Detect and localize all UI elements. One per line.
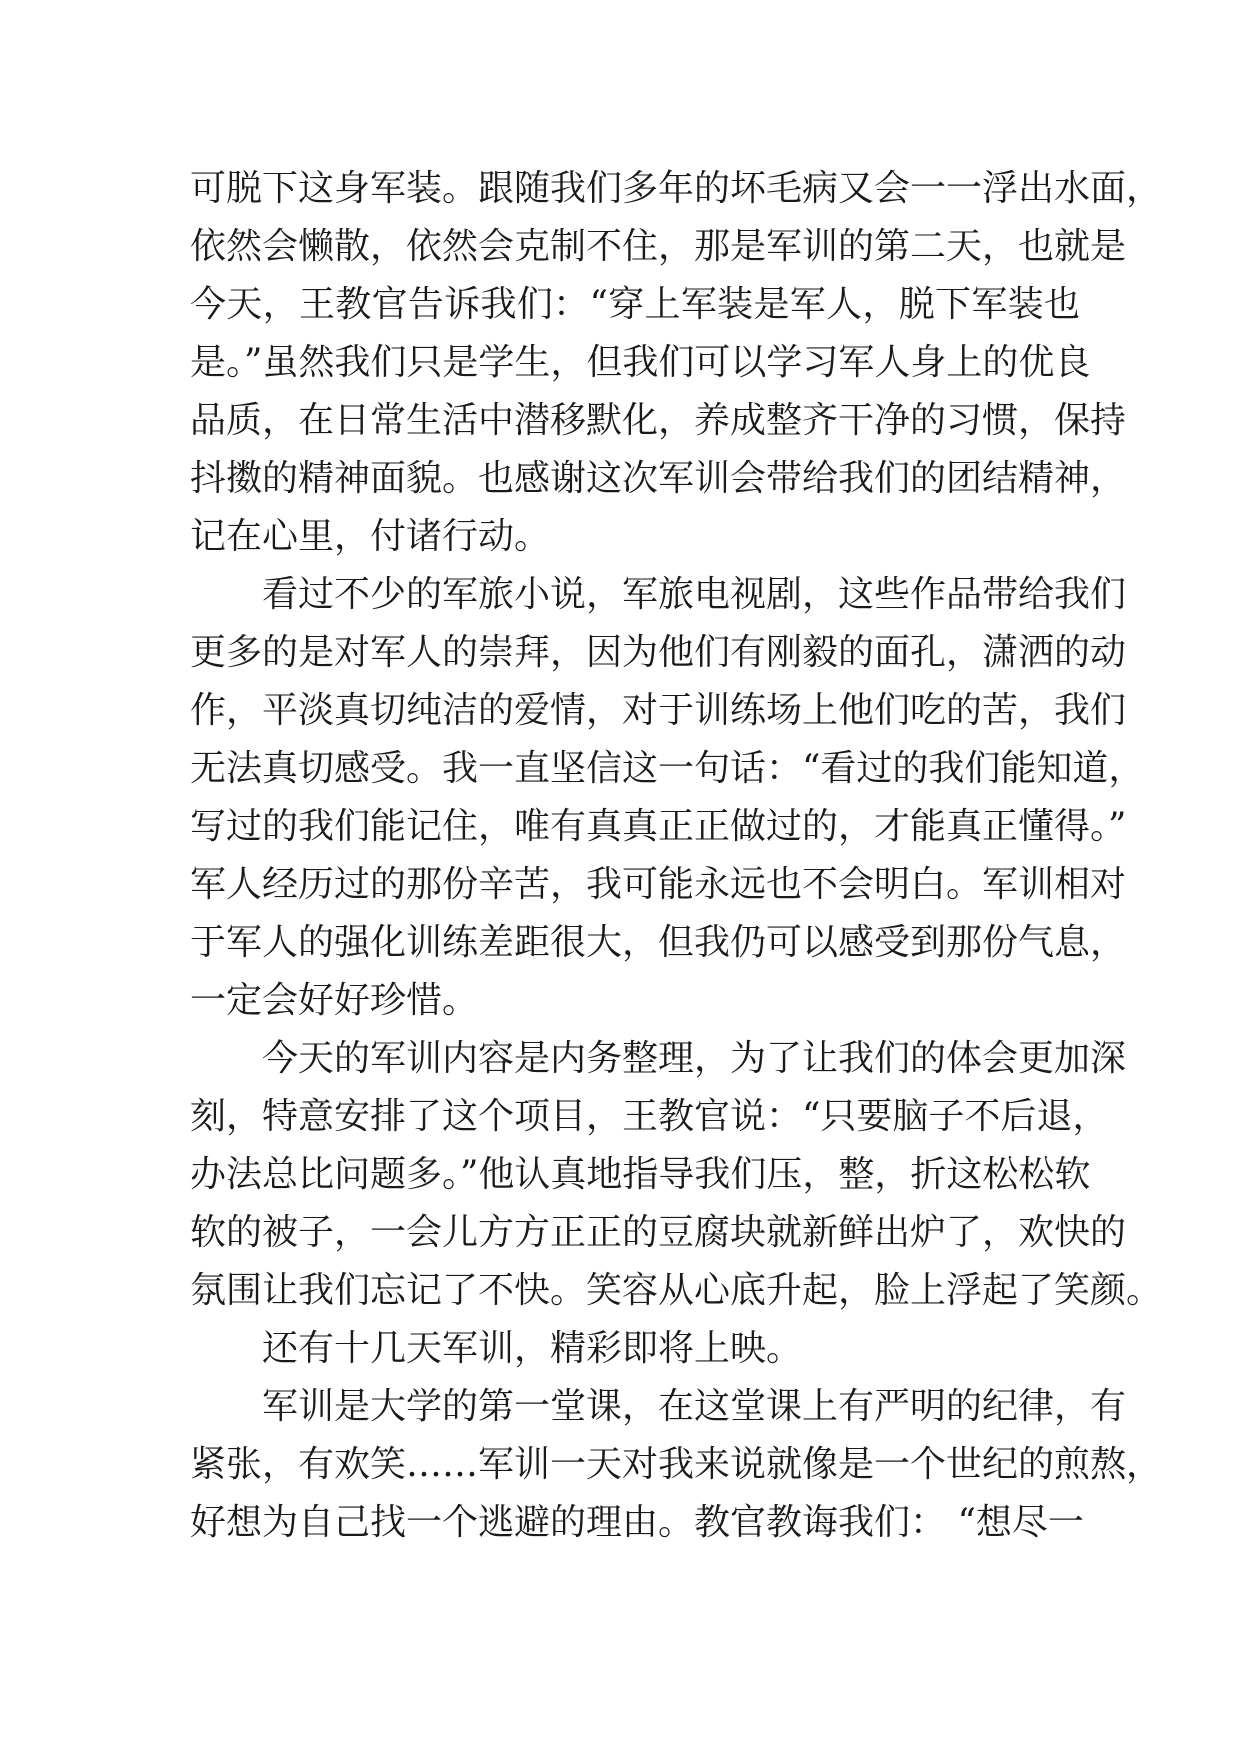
text-line: 是。”虽然我们只是学生，但我们可以学习军人身上的优良 xyxy=(190,342,1091,383)
text-line: 好想为自己找一个逃避的理由。教官教诲我们： “想尽一 xyxy=(190,1502,1084,1543)
text-line: 一定会好好珍惜。 xyxy=(190,980,479,1021)
text-line: 记在心里，付诸行动。 xyxy=(190,516,551,557)
text-line: 更多的是对军人的崇拜，因为他们有刚毅的面孔，潇洒的动 xyxy=(190,632,1127,673)
text-line: 刻，特意安排了这个项目，王教官说：“只要脑子不后退， xyxy=(190,1096,1109,1137)
body-text xyxy=(190,160,1163,1552)
text-line: 办法总比问题多。”他认真地指导我们压，整，折这松松软 xyxy=(190,1154,1091,1195)
text-line: 品质，在日常生活中潜移默化，养成整齐干净的习惯，保持 xyxy=(190,400,1127,441)
text-line: 软的被子，一会儿方方正正的豆腐块就新鲜出炉了，欢快的 xyxy=(190,1212,1127,1253)
text-line: 无法真切感受。我一直坚信这一句话：“看过的我们能知道， xyxy=(190,748,1145,789)
text-line: 今天，王教官告诉我们：“穿上军装是军人，脱下军装也 xyxy=(190,284,1080,325)
text-line: 抖擞的精神面貌。也感谢这次军训会带给我们的团结精神， xyxy=(190,458,1127,499)
paragraph-start-line: 看过不少的军旅小说，军旅电视剧，这些作品带给我们 xyxy=(262,574,1127,615)
paragraph-start-line: 还有十几天军训，精彩即将上映。 xyxy=(262,1328,803,1369)
paragraph-start-line: 军训是大学的第一堂课，在这堂课上有严明的纪律，有 xyxy=(262,1386,1127,1427)
text-line: 作，平淡真切纯洁的爱情，对于训练场上他们吃的苦，我们 xyxy=(190,690,1127,731)
text-line: 紧张，有欢笑……军训一天对我来说就像是一个世纪的煎熬， xyxy=(190,1444,1163,1485)
text-line: 氛围让我们忘记了不快。笑容从心底升起，脸上浮起了笑颜。 xyxy=(190,1270,1163,1311)
text-line: 依然会懒散，依然会克制不住，那是军训的第二天，也就是 xyxy=(190,226,1127,267)
text-line: 于军人的强化训练差距很大，但我仍可以感受到那份气息， xyxy=(190,922,1127,963)
text-line: 写过的我们能记住，唯有真真正正做过的，才能真正懂得。” xyxy=(190,806,1127,847)
text-line: 军人经历过的那份辛苦，我可能永远也不会明白。军训相对 xyxy=(190,864,1127,905)
text-line: 可脱下这身军装。跟随我们多年的坏毛病又会一一浮出水面， xyxy=(190,168,1163,209)
paragraph-start-line: 今天的军训内容是内务整理，为了让我们的体会更加深 xyxy=(262,1038,1127,1079)
